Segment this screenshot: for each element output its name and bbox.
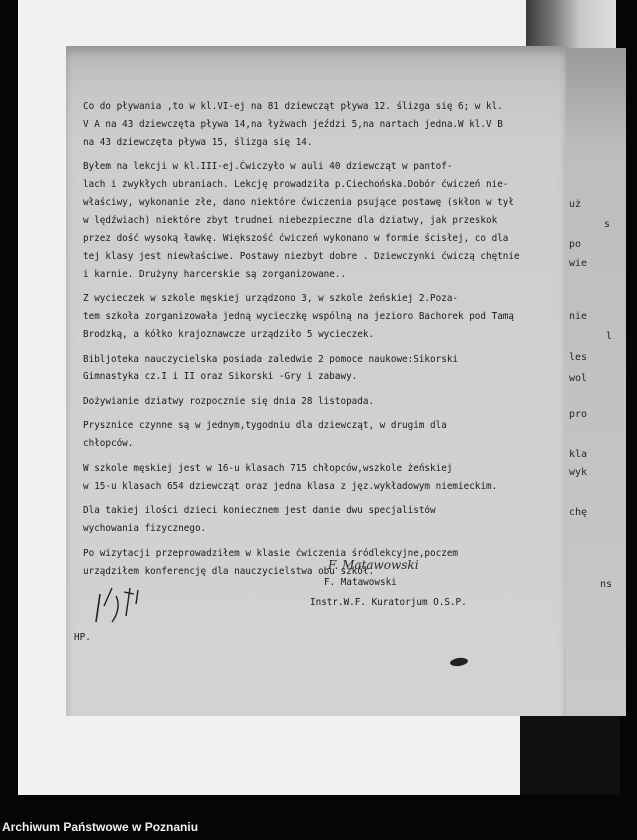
adjacent-text-fragment: wol bbox=[569, 373, 588, 384]
adjacent-text-fragment: s bbox=[604, 219, 611, 230]
adjacent-text-fragment: pro bbox=[569, 409, 588, 420]
ink-blot bbox=[450, 657, 469, 667]
document-line: Byłem na lekcji w kl.III-ej.Ćwiczyło w auli 40 dziewcząt w pantof- bbox=[83, 161, 453, 173]
document-line: Prysznice czynne są w jednym,tygodniu dla dziewcząt, w drugim dla bbox=[83, 420, 447, 432]
signatory-name: F. Matawowski bbox=[324, 577, 397, 588]
adjacent-text-fragment: wie bbox=[569, 258, 588, 269]
document-line: Brodzką, a kółko krajoznawcze urządziło 5 wycieczek. bbox=[83, 329, 375, 340]
document-line: Gimnastyka cz.I i II oraz Sikorski -Gry i zabawy. bbox=[83, 371, 358, 383]
adjacent-text-fragment: uż bbox=[569, 199, 582, 210]
adjacent-text-fragment: chę bbox=[569, 507, 588, 518]
document-line: tej klasy jest niewłaściwe. Postawy niezbyt dobre . Dziewczynki ćwiczą chętnie bbox=[83, 250, 520, 262]
handwritten-mark-icon bbox=[94, 586, 146, 628]
document-line: Z wycieczek w szkole męskiej urządzono 3, w szkole żeńskiej 2.Poza- bbox=[83, 293, 459, 305]
document-line: i karnie. Drużyny harcerskie są zorganizowane.. bbox=[83, 268, 347, 280]
document-line: lach i zwykłych ubraniach. Lekcję prowadziła p.Ciechońska.Dobór ćwiczeń nie- bbox=[83, 179, 509, 191]
adjacent-text-fragment: kla bbox=[569, 449, 588, 460]
signatory-title: Instr.W.F. Kuratorjum O.S.P. bbox=[310, 597, 467, 608]
adjacent-text-fragment: l bbox=[606, 331, 613, 342]
adjacent-text-fragment: wyk bbox=[569, 467, 588, 478]
document-line: V A na 43 dziewczęta pływa 14,na łyżwach jeździ 5,na nartach jedna.W kl.V B bbox=[83, 118, 503, 130]
adjacent-text-fragment: po bbox=[569, 239, 582, 250]
document-line: W szkole męskiej jest w 16-u klasach 715 chłopców,wszkole żeńskiej bbox=[83, 462, 453, 474]
document-line: Co do pływania ,to w kl.VI-ej na 81 dziewcząt pływa 12. ślizga się 6; w kl. bbox=[83, 101, 503, 112]
document-line: Po wizytacji przeprowadziłem w klasie ćwiczenia śródlekcyjne,poczem bbox=[83, 547, 459, 559]
document-line: przez dość wysoką ławkę. Większość ćwiczeń wykonano w formie ścisłej, co dla bbox=[83, 232, 509, 244]
document-line: w lędźwiach) niektóre zbyt trudnei niebezpieczne dla dziatwy, jak przeskok bbox=[83, 215, 498, 226]
adjacent-page bbox=[566, 48, 626, 716]
typist-initials: HP. bbox=[74, 632, 91, 643]
handwritten-signature: F. Matawowski bbox=[328, 558, 419, 572]
document-line: Bibljoteka nauczycielska posiada zaledwie 2 pomoce naukowe:Sikorski bbox=[83, 353, 459, 365]
document-line: w 15-u klasach 654 dziewcząt oraz jedna klasa z jęz.wykładowym niemieckim. bbox=[83, 480, 498, 492]
document-line: właściwy, wykonanie złe, dano niektóre ćwiczenia psujące postawę (skłon w tył bbox=[83, 197, 514, 209]
adjacent-text-fragment: ns bbox=[600, 579, 613, 590]
adjacent-text-fragment: nie bbox=[569, 311, 588, 322]
document-line: chłopców. bbox=[83, 438, 134, 450]
document-line: wychowania fizycznego. bbox=[83, 523, 207, 535]
archive-footer: Archiwum Państwowe w Poznaniu bbox=[2, 820, 199, 834]
document-line: na 43 dziewczęta pływa 15, ślizga się 14. bbox=[83, 136, 313, 148]
typewritten-page bbox=[66, 46, 566, 716]
document-line: tem szkoła zorganizowała jedną wycieczkę wspólną na jezioro Bachorek pod Tamą bbox=[83, 311, 514, 323]
dark-corner bbox=[520, 715, 620, 795]
document-line: urządziłem konferencję dla nauczycielstwa obu szkół. bbox=[83, 565, 375, 577]
document-line: Dożywianie dziatwy rozpocznie się dnia 28 listopada. bbox=[83, 395, 375, 407]
adjacent-text-fragment: les bbox=[569, 352, 588, 363]
document-line: Dla takiej ilości dzieci koniecznem jest danie dwu specjalistów bbox=[83, 505, 436, 517]
